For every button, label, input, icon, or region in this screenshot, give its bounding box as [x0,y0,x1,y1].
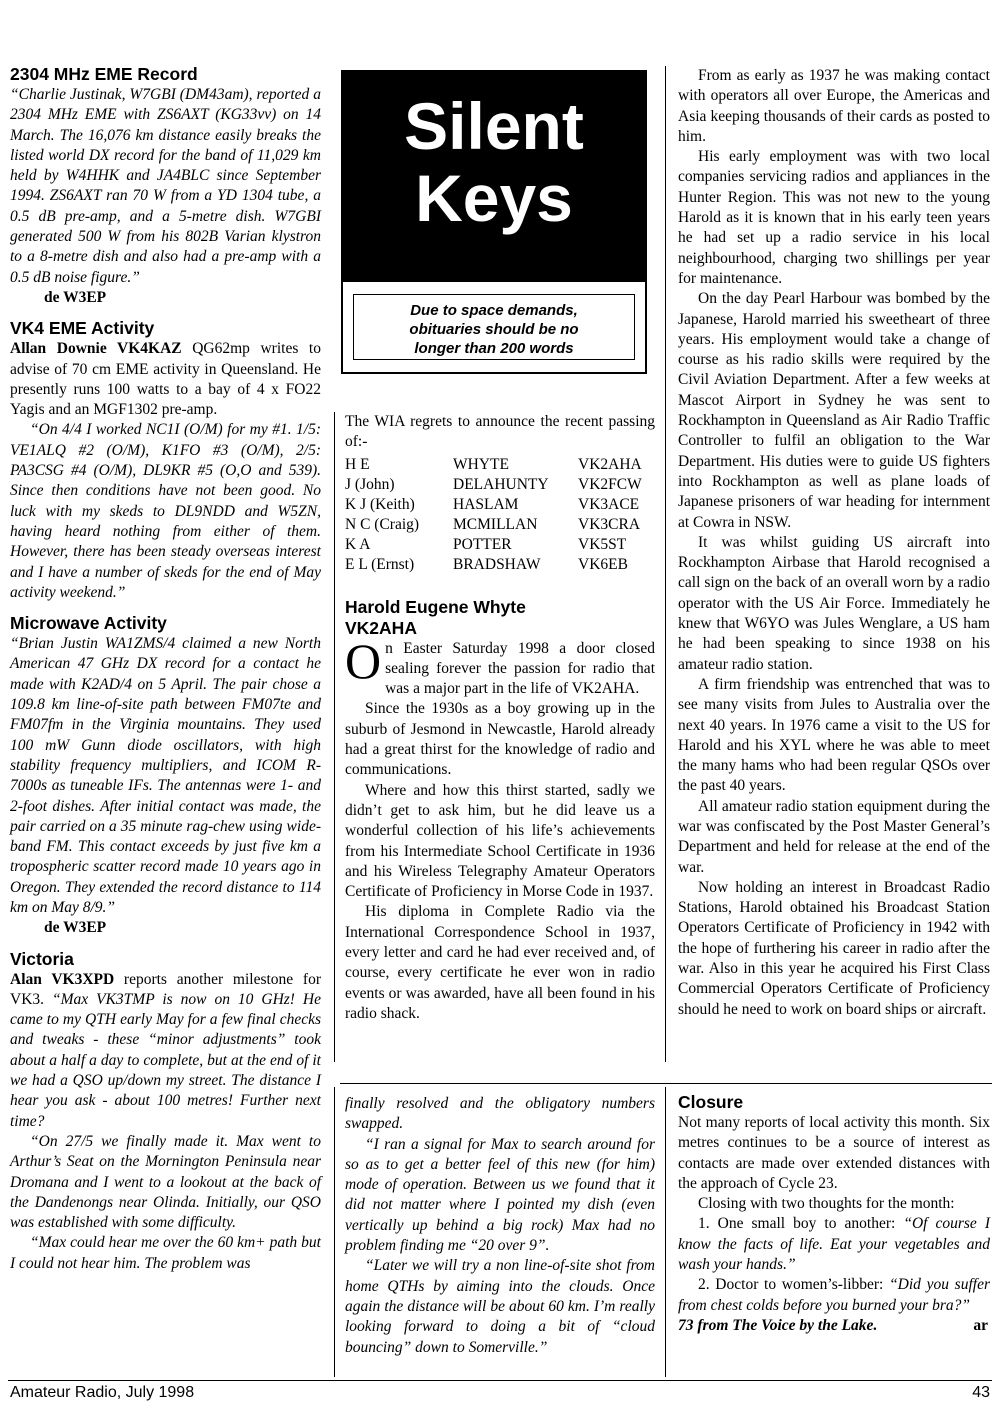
space-notice [353,294,635,360]
notice-line: longer than 200 words [414,340,574,357]
paragraph: “Brian Justin WA1ZMS/4 claimed a new North American 47 GHz DX record for a contact he made with K2AD/4 on 5 April. The pair chose a 109.8 km line-of-site path between FM07te and FM07fm in the Virginia mountains. They used 100 mW Gunn diode oscillators, with high stability frequency multipliers, and ICOM R-7000s as tuneable IFs. The antennas were 1- and 2-foot dishes. After initial contact was made, the pair carried on a 35 minute rag-chew using wide-band FM. This contact exceeds by just five km a tropospheric scatter record made 10 years ago in Oregon. They extended the record distance to 114 km on May 8/9.” [10,635,321,916]
silent-key-initials: K A [345,535,371,553]
column-middle-lower [345,1094,655,1358]
announcement-intro: The WIA regrets to announce the recent passing of:- [345,413,655,451]
column-divider [665,66,666,1062]
obituary-heading [345,597,655,639]
silent-key-surname: BRADSHAW [453,555,541,573]
paragraph: His early employment was with two local companies servicing radios and appliances in the Hunter Region. This was not new to the young Harold as it is known that in his early teen years he had set up a radio service in his local neighbourhood, charging two shillings per year for maintenance. [678,148,990,287]
section-heading: Microwave Activity [10,613,167,634]
silent-key-callsign: VK3ACE [578,495,640,513]
paragraph: Since the 1930s as a boy growing up in the suburb of Jesmond in Newcastle, Harold already had a great thirst for the knowledge of radio and communications. [345,700,655,779]
silent-keys-box [341,70,647,374]
silent-key-row [345,495,655,515]
section-heading: 2304 MHz EME Record [10,64,198,84]
silent-key-surname: DELAHUNTY [453,475,549,493]
quote: “Of course I know the facts of life. Eat your vegetables and wash your hands.” [678,1215,990,1274]
section-heading: VK4 EME Activity [10,318,155,339]
column-divider [334,412,335,1062]
section-2304-eme [10,64,321,308]
silent-keys-title [343,72,645,282]
column-right-upper [678,66,990,1020]
paragraph: Closing with two thoughts for the month: [698,1195,955,1213]
paragraph: It was whilst guiding US aircraft into Rockhampton Airbase that Harold recognised a call sign on the back of an overall worn by a radio operator with the US Air Force. Immediately he knew that W6YO was Jules Wenglare, a US ham he had been speaking to since 1938 on his amateur radio station. [678,533,990,673]
column-left [10,64,321,1284]
closing-line [678,1316,990,1336]
silent-key-surname: MCMILLAN [453,515,538,533]
text: QG62mp writes to advise of 70 cm EME activity in Queensland. He presently runs 100 watts to a bay of 4 x FO22 Yagis and an MGF1302 pre-amp. [10,340,321,419]
silent-key-callsign: VK5ST [578,535,627,553]
drop-cap: O [345,632,382,689]
silent-key-surname: POTTER [453,535,512,553]
heading-line: Harold Eugene Whyte [345,596,526,617]
quote: “Did you suffer from chest colds before you burned your bra?” [678,1276,990,1314]
paragraph: Now holding an interest in Broadcast Radio Stations, Harold obtained his Broadcast Station Operators Certificate of Proficiency in 1942 with the hope of furthering his career in radio after the war. Also in this year he acquired his First Class Commercial Operators Certificate of Proficiency should he need to work on board ships or aircraft. [678,878,990,1018]
footer-rule [8,1380,992,1381]
paragraph: His diploma in Complete Radio via the International Correspondence School in 1937, every letter and card he had ever received and, of course, every certificate he ever won in radio events or was awarded, have all been found in his radio shack. [345,903,655,1022]
silent-key-initials: J (John) [345,475,395,493]
paragraph: A firm friendship was entrenched that was to see many visits from Jules to Australia over the next 40 years. In 1976 came a visit to the US for Harold and his XYL where he was able to meet the many hams who had been regular QSOs over the past 40 years. [678,675,990,795]
heading-line: VK2AHA [345,617,417,638]
silent-key-surname: WHYTE [453,455,509,473]
paragraph: “Later we will try a non line-of-site shot from home QTHs by aiming into the clouds. Once again the distance will be about 60 km. I’m really looking forward to doing a bit of “cloud bouncing” down to Somerville.” [345,1257,655,1356]
silent-key-initials: H E [345,455,370,473]
paragraph: Not many reports of local activity this month. Six metres continues to be a source of interest as contacts are made over extended distances with the approach of Cycle 23. [678,1114,990,1192]
silent-key-callsign: VK6EB [578,555,628,573]
section-microwave [10,613,321,938]
title-line: Keys [415,161,573,235]
sign-off-right: ar [973,1316,988,1334]
paragraph [678,1275,990,1316]
text: reports another milestone for VK3. [10,970,321,1008]
paragraph [678,1214,990,1275]
paragraph: “On 4/4 I worked NC1I (O/M) for my #1. 1/5: VE1ALQ #2 (O/M), K1FO #3 (O/M), 2/5: PA3CSG #4 (O/M), DL9KR #5 (O,O and 539). Since then conditions have not been good. No luck with my skeds to DL9NDD and W5ZN, having heard nothing from either of them. However, there has been steady overseas interest and I have a number of skeds for the end of May activity weekend.” [10,421,321,601]
section-heading: Victoria [10,948,74,969]
paragraph: Where and how this thirst started, sadly we didn’t get to ask him, but he did leave us a wonderful collection of his life’s achievements from his Intermediate School Certificate in 1936 and his Wireless Telegraphy Amateur Operators Certificate of Proficiency in Morse Code in 1937. [345,781,655,901]
section-victoria [10,949,321,1274]
section-divider [340,1083,992,1084]
paragraph: “Max could hear me over the 60 km+ path but I could not hear him. The problem was [10,1234,321,1272]
notice-line: obituaries should be no [409,321,579,338]
author-name: Allan Downie VK4KAZ [10,340,182,358]
author-name: Alan VK3XPD [10,970,115,988]
quote: “Max VK3TMP is now on 10 GHz! He came to my QTH early May for a few final checks and tweaks - these “minor adjustments” took about a half a day to complete, but at the end of it we had a QSO up/down my street. The distance I hear you ask - about 100 metres! Further next time? [10,990,321,1130]
signature: de W3EP [44,919,107,937]
paragraph [10,970,321,1132]
section-vk4-eme [10,318,321,603]
sign-off: 73 from The Voice by the Lake. [678,1316,878,1334]
silent-key-callsign: VK3CRA [578,515,641,533]
silent-key-row [345,475,655,495]
paragraph: All amateur radio station equipment during the war was confiscated by the Post Master General’s Department and held for release at the end of the war. [678,797,990,876]
column-right-lower [678,1092,990,1336]
page-number: 43 [972,1384,990,1401]
silent-key-row [345,515,655,535]
silent-key-row [345,555,655,575]
paragraph: From as early as 1937 he was making contact with operators all over Europe, the Americas and Asia keeping thousands of their cards as posted to him. [678,67,990,145]
silent-key-surname: HASLAM [453,495,519,513]
silent-key-initials: K J (Keith) [345,495,415,513]
text: 2. Doctor to women’s-libber: [698,1276,890,1294]
paragraph: “On 27/5 we finally made it. Max went to Arthur’s Seat on the Mornington Peninsula near Dromana and I went to a lookout at the back of the Dandenongs near Olinda. Initially, our QSO was established with some difficulty. [10,1132,321,1232]
silent-key-initials: N C (Craig) [345,515,420,533]
paragraph: On the day Pearl Harbour was bombed by the Japanese, Harold married his sweetheart of three years. His employment would take a change of course as his radio skills were required by the Civil Aviation Department. After a few weeks at Mascot Airport in Sydney he was sent to Rockhampton in Queensland as Air Radio Traffic Controller to fulfil an obligation to the War Department. His duties were to guide US fighters into Rockhampton as well as plane loads of Japanese prisoners of war heading for internment at Cowra in NSW. [678,290,990,531]
signature: de W3EP [44,288,107,306]
silent-key-row [345,535,655,555]
paragraph: “I ran a signal for Max to search around for so as to get a better feel of this new (for him) mode of operation. Between us we found that it did not matter where I pointed my dish (even vertically up behind a big rock) Max had no problem finding me “20 over 9”. [345,1135,655,1255]
column-divider [665,1087,666,1377]
section-heading: Closure [678,1092,744,1112]
paragraph [345,632,655,700]
paragraph [10,339,321,420]
silent-keys-table [345,455,655,575]
silent-key-callsign: VK2FCW [578,475,642,493]
column-divider [334,1087,335,1377]
column-middle-upper [345,412,655,1024]
footer-left: Amateur Radio, July 1998 [10,1384,195,1401]
paragraph: “Charlie Justinak, W7GBI (DM43am), reported a 2304 MHz EME with ZS6AXT (KG33vv) on 14 March. The 16,076 km distance easily breaks the listed world DX record for the band of 11,029 km held by W4HHK and JA4BLC since September 1994. ZS6AXT ran 70 W from a YD 1304 tube, a 0.5 dB pre-amp, and a 5-metre dish. W7GBI generated 500 W from his 802B Varian klystron to a 8-metre dish and also had a pre-amp with a 0.5 dB noise figure.” [10,86,321,286]
text: 1. One small boy to another: [698,1215,904,1233]
silent-key-initials: E L (Ernst) [345,555,415,573]
silent-key-callsign: VK2AHA [578,455,642,473]
title-line: Silent [404,89,584,163]
paragraph: finally resolved and the obligatory numbers swapped. [345,1095,655,1133]
notice-line: Due to space demands, [410,302,578,319]
silent-key-row [345,455,655,475]
text: n Easter Saturday 1998 a door closed sealing forever the passion for radio that was a major part in the life of VK2AHA. [385,639,655,698]
